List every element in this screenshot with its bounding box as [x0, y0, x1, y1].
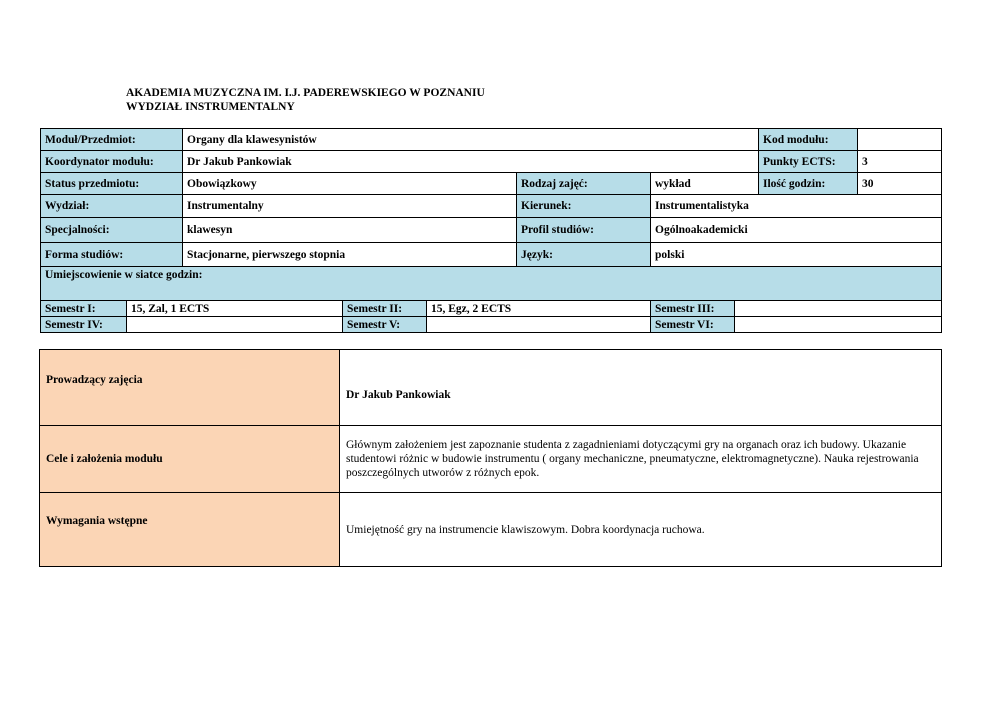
table-row — [41, 301, 942, 317]
semester-5-value — [427, 317, 651, 333]
wymagania-value: Umiejętność gry na instrumencie klawiszowym. Dobra koordynacja ruchowa. — [340, 493, 942, 567]
semester-1-value: 15, Zal, 1 ECTS — [127, 301, 343, 317]
table-row — [41, 151, 942, 173]
godzin-value: 30 — [858, 173, 942, 195]
jezyk-label: Język: — [517, 243, 651, 267]
kierunek-value: Instrumentalistyka — [651, 195, 942, 218]
table-row — [41, 218, 942, 243]
table-row — [40, 350, 942, 426]
profil-value: Ogólnoakademicki — [651, 218, 942, 243]
status-value: Obowiązkowy — [183, 173, 517, 195]
godzin-label: Ilość godzin: — [759, 173, 858, 195]
rodzaj-value: wykład — [651, 173, 759, 195]
semester-2-value: 15, Egz, 2 ECTS — [427, 301, 651, 317]
module-details-table — [39, 349, 942, 567]
kod-label: Kod modułu: — [759, 129, 858, 151]
kierunek-label: Kierunek: — [517, 195, 651, 218]
module-info-table — [40, 128, 942, 301]
koordynator-label: Koordynator modułu: — [41, 151, 183, 173]
semester-3-value — [735, 301, 942, 317]
status-label: Status przedmiotu: — [41, 173, 183, 195]
academy-name: AKADEMIA MUZYCZNA IM. I.J. PADEREWSKIEGO W POZNANIU — [126, 87, 485, 99]
prowadzacy-label: Prowadzący zajęcia — [40, 350, 340, 426]
wydzial-label: Wydział: — [41, 195, 183, 218]
semester-4-label: Semestr IV: — [41, 317, 127, 333]
semester-6-value — [735, 317, 942, 333]
kod-value — [858, 129, 942, 151]
jezyk-value: polski — [651, 243, 942, 267]
semester-5-label: Semestr V: — [343, 317, 427, 333]
table-row — [40, 426, 942, 493]
semester-3-label: Semestr III: — [651, 301, 735, 317]
table-row — [41, 317, 942, 333]
koordynator-value: Dr Jakub Pankowiak — [183, 151, 759, 173]
profil-label: Profil studiów: — [517, 218, 651, 243]
specjalnosci-value: klawesyn — [183, 218, 517, 243]
wymagania-label: Wymagania wstępne — [40, 493, 340, 567]
umiejscowienie-label: Umiejscowienie w siatce godzin: — [41, 267, 942, 301]
semester-2-label: Semestr II: — [343, 301, 427, 317]
semester-1-label: Semestr I: — [41, 301, 127, 317]
table-row — [41, 173, 942, 195]
cele-value: Głównym założeniem jest zapoznanie studenta z zagadnieniami dotyczącymi gry na organach oraz ich budowy. Ukazanie studentowi różnic w budowie instrumentu ( organy mechaniczne, pneumatyczne, elektromagnetyczne). Nauka rejestrowania poszczególnych utworów z różnych epok. — [340, 426, 942, 493]
specjalnosci-label: Specjalności: — [41, 218, 183, 243]
ects-label: Punkty ECTS: — [759, 151, 858, 173]
forma-value: Stacjonarne, pierwszego stopnia — [183, 243, 517, 267]
table-row — [41, 195, 942, 218]
rodzaj-label: Rodzaj zajęć: — [517, 173, 651, 195]
semester-table — [40, 300, 942, 333]
table-row — [41, 129, 942, 151]
ects-value: 3 — [858, 151, 942, 173]
table-row — [41, 243, 942, 267]
table-row — [40, 493, 942, 567]
cele-label: Cele i założenia modułu — [40, 426, 340, 493]
semester-4-value — [127, 317, 343, 333]
wydzial-value: Instrumentalny — [183, 195, 517, 218]
modul-value: Organy dla klawesynistów — [183, 129, 759, 151]
forma-label: Forma studiów: — [41, 243, 183, 267]
table-row — [41, 267, 942, 301]
semester-6-label: Semestr VI: — [651, 317, 735, 333]
prowadzacy-value: Dr Jakub Pankowiak — [340, 350, 942, 426]
modul-label: Moduł/Przedmiot: — [41, 129, 183, 151]
faculty-name: WYDZIAŁ INSTRUMENTALNY — [126, 101, 295, 113]
document-header — [126, 86, 485, 114]
